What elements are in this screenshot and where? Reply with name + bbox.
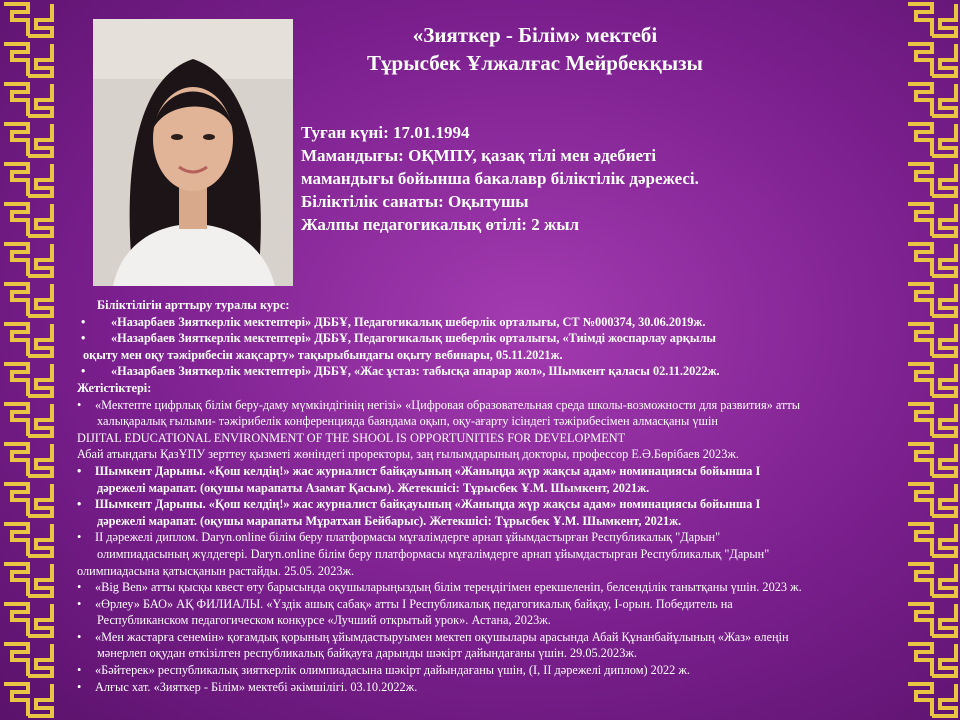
- specialty-line-1: Мамандығы: ОҚМПУ, қазақ тілі мен әдебиеті: [301, 146, 657, 165]
- achievement-item: • Алғыс хат. «Зияткер - Білім» мектебі әкімшілігі. 03.10.2022ж.: [77, 679, 418, 694]
- courses-title: Біліктілігін арттыру туралы курс:: [97, 298, 290, 312]
- achievement-cont: Республиканском педагогическом конкурсе «Лучший открытый урок». Астана, 2023ж.: [97, 613, 551, 628]
- specialty-line-2: мамандығы бойынша бакалавр біліктілік дәрежесі.: [301, 169, 699, 188]
- achievement-item: • «Мектепте цифрлық білім беру-даму мүмкіндігінің негізі» «Цифровая образовательная среда школы-возможности для развития» атты: [77, 397, 801, 412]
- achievement-item: • «Өрлеу» БАО» АҚ ФИЛИАЛЫ. «Үздік ашық сабақ» атты I Республикалық педагогикалық байқау, I-орын. Победитель на: [77, 596, 733, 611]
- achievement-item: • «Big Ben» атты қысқы квест өту барысында оқушыларыңыздың білім тереңдігімен ерекшеленіп, белсенділік танытқаны үшін. 2023 ж.: [77, 580, 802, 595]
- achievement-cont: дәрежелі марапат. (оқушы марапаты Мұратхан Бейбарыс). Жетекшісі: Тұрысбек Ұ.М. Шымкент, 2021ж.: [97, 513, 682, 528]
- achievement-item: • «Мен жастарға сенемін» қоғамдық қорының ұйымдастыруымен мектеп оқушылары арасында Абай Құнанбайұлының «Жаз» өлеңін: [77, 629, 789, 644]
- achievement-cont: олимпиадасына қатысқанын растайды. 25.05. 2023ж.: [77, 563, 355, 578]
- details-block: [77, 297, 907, 695]
- birth-date: Туған күні: 17.01.1994: [301, 123, 470, 142]
- course-item: • «Назарбаев Зияткерлік мектептері» ДББҰ, «Жас ұстаз: табысқа апарар жол», Шымкент қаласы 02.11.2022ж.: [81, 364, 720, 379]
- achievement-cont: олимпиадасының жүлдегері. Daryn.online білім беру платформасы мұғалімдерге арнап ұйымдастырған Республикалық "Дарын": [97, 546, 770, 561]
- right-ornament-border: [904, 0, 960, 720]
- category: Біліктілік санаты: Оқытушы: [301, 192, 529, 211]
- achievement-item: • «Бәйтерек» республикалық зияткерлік олимпиадасына шәкірт дайындағаны үшін, (I, II дәрежелі диплом) 2022 ж.: [77, 663, 690, 678]
- achievement-item: • Шымкент Дарыны. «Қош келдің!» жас журналист байқауының «Жаныңда жүр жақсы адам» номинациясы бойынша I: [77, 497, 761, 512]
- achievements-title: Жетістіктері:: [77, 380, 152, 395]
- achievement-cont: Абай атындағы ҚазҰПУ зерттеу қызметі жөніндегі проректоры, заң ғылымдарының докторы, профессор Е.Ә.Бөрібаев 2023ж.: [77, 447, 739, 462]
- achievement-cont: халықаралық ғылыми- тәжірибелік конференцияда баяндама оқып, оқу-ағарту ісіндегі тәжірибесімен алмасқаны үшін: [97, 414, 718, 429]
- school-title: «Зияткер - Білім» мектебі: [412, 23, 658, 47]
- portrait-photo: [93, 19, 293, 286]
- achievement-cont: мәнерлеп оқудан өткізілген республикалық байқауға дарынды шәкірт дайындағаны үшін. 29.05.2023ж.: [97, 646, 637, 661]
- achievement-cont: DIJITAL EDUCATIONAL ENVIRONMENT OF THE SHOOL IS OPPORTUNITIES FOR DEVELOPMENT: [77, 430, 626, 445]
- teacher-name: Тұрысбек Ұлжалғас Мейрбекқызы: [367, 51, 703, 75]
- course-item: • «Назарбаев Зияткерлік мектептері» ДББҰ, Педагогикалық шеберлік орталығы, «Тиімді жоспарлау арқылы: [81, 331, 716, 346]
- achievement-item: • Шымкент Дарыны. «Қош келдің!» жас журналист байқауының «Жаныңда жүр жақсы адам» номинациясы бойынша I: [77, 463, 761, 478]
- bio-block: [301, 121, 699, 236]
- achievement-item: • II дәрежелі диплом. Daryn.online білім беру платформасы мұғалімдерге арнап ұйымдастырған Республикалық "Дарын": [77, 530, 721, 545]
- experience: Жалпы педагогикалық өтілі: 2 жыл: [301, 215, 580, 234]
- course-item-cont: оқыту мен оқу тәжірибесін жақсарту» тақырыбындағы оқыту вебинары, 05.11.2021ж.: [83, 347, 563, 362]
- achievement-cont: дәрежелі марапат. (оқушы марапаты Азамат Қасым). Жетекшісі: Тұрысбек Ұ.М. Шымкент, 2021ж.: [97, 480, 650, 495]
- course-item: • «Назарбаев Зияткерлік мектептері» ДББҰ, Педагогикалық шеберлік орталығы, СТ №000374, 30.06.2019ж.: [81, 314, 706, 329]
- left-ornament-border: [0, 0, 56, 720]
